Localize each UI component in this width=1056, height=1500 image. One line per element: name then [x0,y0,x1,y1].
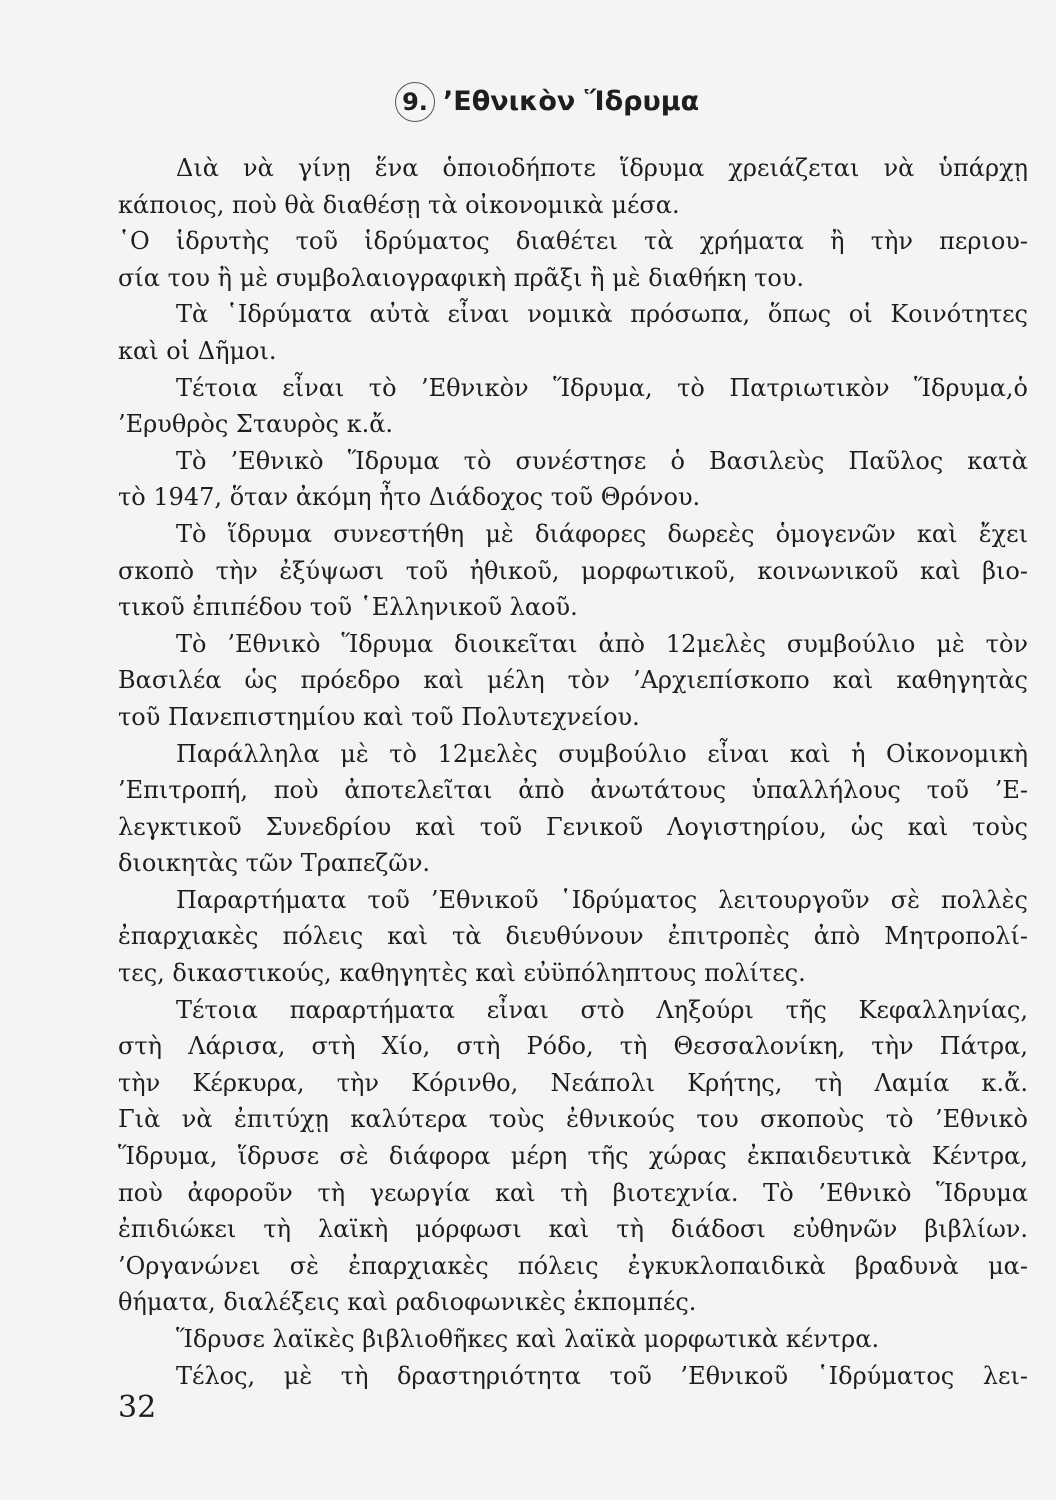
text-line: Τέτοια εἶναι τὸ ’Εθνικὸν Ἵδρυμα, τὸ Πατριωτικὸν Ἵδρυμα,ὁ [176,373,1028,402]
text-line: λεγκτικοῦ Συνεδρίου καὶ τοῦ Γενικοῦ Λογιστηρίου, ὡς καὶ τοὺς [118,812,1028,841]
text-line: ἐπιδιώκει τὴ λαϊκὴ μόρφωσι καὶ τὴ διάδοσι εὐθηνῶν βιβλίων. [118,1215,1028,1244]
page-number: 32 [118,1390,157,1425]
text-line: Τέτοια παραρτήματα εἶναι στὸ Ληξούρι τῆς Κεφαλληνίας, [176,995,1028,1024]
text-line: τικοῦ ἐπιπέδου τοῦ ῾Ελληνικοῦ λαοῦ. [118,593,578,622]
body-text [118,150,1028,1394]
text-line: τοῦ Πανεπιστημίου καὶ τοῦ Πολυτεχνείου. [118,702,640,731]
text-line: Ἵδρυσε λαϊκὲς βιβλιοθῆκες καὶ λαϊκὰ μορφωτικὰ κέντρα. [176,1325,880,1353]
text-line: σία του ἢ μὲ συμβολαιογραφικὴ πρᾶξι ἢ μὲ διαθήκη του. [118,263,805,292]
text-line: Ἵδρυμα, ἵδρυσε σὲ διάφορα μέρη τῆς χώρας ἐκπαιδευτικὰ Κέντρα, [118,1142,1028,1171]
section-number: 9. [395,82,435,122]
text-line: τὴν Κέρκυρα, τὴν Κόρινθο, Νεάπολι Κρήτης, τὴ Λαμία κ.ἄ. [118,1068,1028,1097]
text-line: Παράλληλα μὲ τὸ 12μελὲς συμβούλιο εἶναι καὶ ἡ Οἰκονομικὴ [176,739,1028,768]
text-line: στὴ Λάρισα, στὴ Χίο, στὴ Ρόδο, τὴ Θεσσαλονίκη, τὴν Πάτρα, [118,1032,1028,1061]
text-line: ’Οργανώνει σὲ ἐπαρχιακὲς πόλεις ἐγκυκλοπαιδικὰ βραδυνὰ μα- [118,1251,1028,1280]
text-line: ’Ερυθρὸς Σταυρὸς κ.ἄ. [118,410,394,439]
text-line: ποὺ ἀφοροῦν τὴ γεωργία καὶ τὴ βιοτεχνία. Τὸ ’Εθνικὸ Ἵδρυμα [118,1178,1028,1207]
text-line: ἐπαρχιακὲς πόλεις καὶ τὰ διευθύνουν ἐπιτροπὲς ἀπὸ Μητροπολί- [118,922,1028,951]
text-line: Τὰ ῾Ιδρύματα αὐτὰ εἶναι νομικὰ πρόσωπα, ὅπως οἱ Κοινότητες [176,300,1028,329]
text-line: Τὸ ἵδρυμα συνεστήθη μὲ διάφορες δωρεὲς ὁμογενῶν καὶ ἔχει [176,519,1028,548]
text-line: Γιὰ νὰ ἐπιτύχῃ καλύτερα τοὺς ἐθνικούς του σκοποὺς τὸ ’Εθνικὸ [118,1105,1028,1134]
text-line: ’Επιτροπή, ποὺ ἀποτελεῖται ἀπὸ ἀνωτάτους ὑπαλλήλους τοῦ ’Ε- [118,776,1028,805]
text-line: Βασιλέα ὡς πρόεδρο καὶ μέλη τὸν ’Αρχιεπίσκοπο καὶ καθηγητὰς [118,666,1028,695]
text-line: τες, δικαστικούς, καθηγητὲς καὶ εὐϋπόληπτους πολίτες. [118,959,806,988]
text-line: Παραρτήματα τοῦ ’Εθνικοῦ ῾Ιδρύματος λειτουργοῦν σὲ πολλὲς [176,885,1028,914]
text-line: σκοπὸ τὴν ἐξύψωσι τοῦ ἠθικοῦ, μορφωτικοῦ, κοινωνικοῦ καὶ βιο- [118,556,1028,585]
text-line: Τέλος, μὲ τὴ δραστηριότητα τοῦ ’Εθνικοῦ ῾Ιδρύματος λει- [176,1361,1028,1390]
text-line: Τὸ ’Εθνικὸ Ἵδρυμα διοικεῖται ἀπὸ 12μελὲς συμβούλιο μὲ τὸν [176,629,1028,658]
text-line: Διὰ νὰ γίνῃ ἕνα ὁποιοδήποτε ἵδρυμα χρειάζεται νὰ ὑπάρχῃ [176,154,1028,182]
section-title: ’Εθνικὸν Ἵδρυμα [443,86,700,117]
text-line: τὸ 1947, ὅταν ἀκόμη ἦτο Διάδοχος τοῦ Θρόνου. [118,483,701,512]
text-line: θήματα, διαλέξεις καὶ ραδιοφωνικὲς ἐκπομπές. [118,1288,697,1317]
section-heading [395,82,699,122]
text-line: ῾Ο ἱδρυτὴς τοῦ ἱδρύματος διαθέτει τὰ χρήματα ἢ τὴν περιου- [118,227,1028,256]
text-line: καὶ οἱ Δῆμοι. [118,336,277,365]
text-line: κάποιος, ποὺ θὰ διαθέσῃ τὰ οἰκονομικὰ μέσα. [118,190,680,219]
text-line: Τὸ ’Εθνικὸ Ἵδρυμα τὸ συνέστησε ὁ Βασιλεὺς Παῦλος κατὰ [176,446,1028,475]
text-line: διοικητὰς τῶν Τραπεζῶν. [118,849,431,878]
